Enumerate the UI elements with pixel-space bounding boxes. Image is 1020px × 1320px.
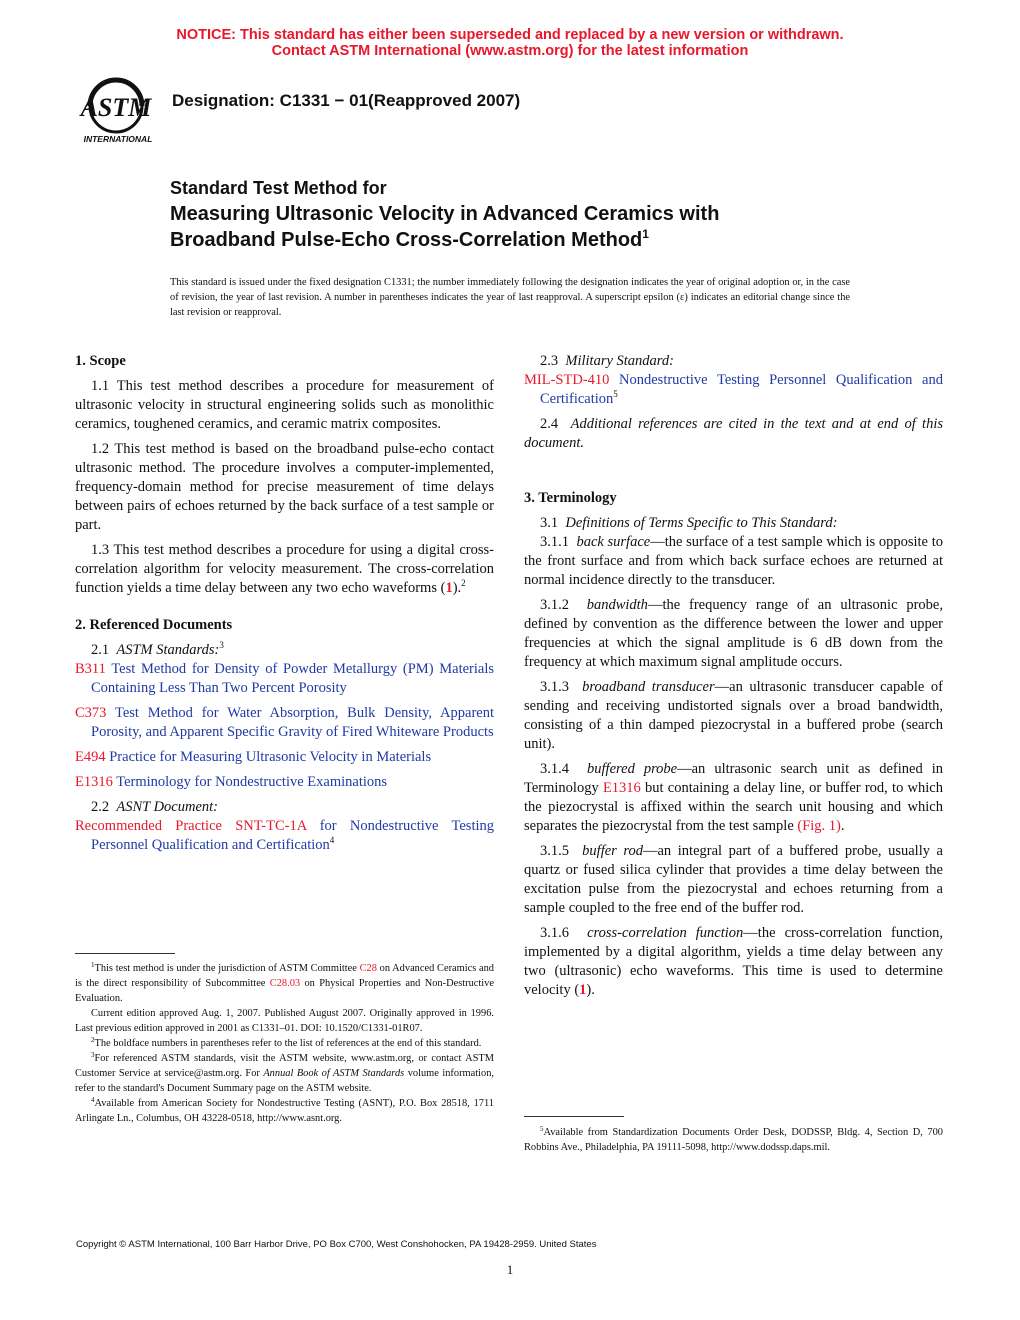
astm-reference-title-link[interactable]: Terminology for Nondestructive Examinations — [112, 774, 388, 790]
para-2-4-text: Additional references are cited in the text and at end of this document. — [524, 416, 943, 451]
astm-reference-title-link[interactable]: Test Method for Density of Powder Metallurgy (PM) Materials Containing Less Than Two Percent Porosity — [91, 661, 494, 696]
definition-item — [524, 678, 943, 754]
para-2-3 — [524, 352, 943, 371]
def-3-1-5-term: buffer rod — [582, 843, 643, 859]
title-footnote-marker: 1 — [642, 227, 649, 241]
notice-banner — [0, 27, 1020, 59]
astm-reference-code-link[interactable]: B311 — [75, 661, 106, 677]
footnote-4 — [75, 1096, 494, 1126]
para-1-1: 1.1 This test method describes a procedure for measurement of ultrasonic velocity in structural engineering solids such as monolithic ceramics, toughened ceramics, and ceramic matrix composites. — [75, 378, 494, 432]
def-3-1-4-num: 3.1.4 — [540, 761, 569, 777]
notice-line-1: NOTICE: This standard has either been superseded and replaced by a new version or withdrawn. — [176, 27, 844, 43]
para-2-1 — [75, 641, 494, 660]
footnote-1 — [75, 961, 494, 1006]
para-2-1-num: 2.1 — [91, 642, 110, 658]
def-3-1-6-num: 3.1.6 — [540, 925, 569, 941]
asnt-code-link[interactable]: Recommended Practice SNT-TC-1A — [75, 818, 307, 834]
def-3-1-4-end: . — [840, 818, 845, 834]
definition-term: broadband transducer — [582, 679, 715, 695]
c28-link[interactable]: C28 — [359, 963, 377, 974]
footnote-marker-3: 3 — [219, 640, 224, 650]
definition-3-1-5 — [524, 842, 943, 918]
def-3-1-6-text: —the cross-correlation function, implemented by a digital algorithm, yields a time delay between any two (ultrasonic) echo waveforms. This time is used to determine velocity ( — [524, 925, 943, 998]
definition-3-1-6 — [524, 924, 943, 1000]
def-3-1-6-end: ). — [586, 982, 595, 998]
section-3-heading: 3. Terminology — [524, 490, 617, 506]
para-2-2-label: ASNT Document: — [116, 799, 219, 815]
fn5-text: Available from Standardization Documents Order Desk, DODSSP, Bldg. 4, Section D, 700 Robbins Ave., Philadelphia, PA 19111-5098, http://www.dodssp.daps.mil. — [524, 1127, 943, 1153]
footnotes-right — [524, 1125, 943, 1155]
para-3-1 — [524, 514, 943, 533]
title-line-2: Measuring Ultrasonic Velocity in Advanced Ceramics with — [170, 203, 720, 225]
footnote-2 — [75, 1036, 494, 1051]
fn1-text-b: on Advanced Ceramics and is the direct responsibility of Subcommittee — [75, 963, 494, 989]
definitions-list — [524, 533, 943, 754]
astm-reference-code-link[interactable]: E1316 — [75, 774, 113, 790]
astm-reference-code-link[interactable]: C373 — [75, 705, 107, 721]
fn1-text-c: on Physical Properties and Non-Destructive Evaluation. — [75, 978, 494, 1004]
copyright-line: Copyright © ASTM International, 100 Barr Harbor Drive, PO Box C700, West Conshohocken, PA 19428-2959. United States — [76, 1239, 597, 1250]
definition-number: 3.1.1 — [540, 534, 569, 550]
fn3-marker: 3 — [91, 1051, 95, 1059]
section-1-heading: 1. Scope — [75, 353, 126, 369]
asnt-title-link[interactable]: for Nondestructive Testing Personnel Qualification and Certification — [91, 818, 494, 853]
para-2-2-num: 2.2 — [91, 799, 110, 815]
def-3-1-5-num: 3.1.5 — [540, 843, 569, 859]
definition-text: —an ultrasonic transducer capable of sending and receiving undistorted signals over a broad bandwidth, consisting of a thin damped piezocrystal in a buffered probe (search unit). — [524, 679, 944, 752]
fn1-text-a: This test method is under the jurisdiction of ASTM Committee — [94, 963, 360, 974]
para-1-3-text: 1.3 This test method describes a procedure for using a digital cross-correlation algorithm for velocity measurement. The cross-correlation function yields a time delay between any two echo waveforms ( — [75, 542, 494, 596]
logo-letters: ASTM — [80, 93, 152, 122]
para-1-2: 1.2 This test method is based on the broadband pulse-echo contact ultrasonic method. The procedure involves a computer-implemented, frequency-domain method for precise measurement of time delays between pairs of echoes returned by the back surface of a test sample or part. — [75, 441, 494, 533]
def-3-1-6-term: cross-correlation function — [587, 925, 744, 941]
e1316-link[interactable]: E1316 — [602, 780, 641, 796]
para-3-1-num: 3.1 — [540, 515, 559, 531]
definition-text: —the surface of a test sample which is opposite to the front surface and from which back surface echoes are returned at normal incidence directly to the transducer. — [524, 534, 943, 588]
para-2-4 — [524, 415, 943, 453]
para-2-4-num: 2.4 — [540, 416, 559, 432]
footnotes-left — [75, 961, 494, 1126]
definition-item — [524, 533, 943, 590]
fn2-text: The boldface numbers in parentheses refer to the list of references at the end of this standard. — [94, 1038, 482, 1049]
astm-reference-item — [75, 704, 494, 742]
para-2-1-label: ASTM Standards: — [116, 642, 220, 658]
footnote-5 — [524, 1125, 943, 1155]
footnote-marker-5: 5 — [613, 389, 618, 399]
footnote-rule-right — [524, 1116, 624, 1117]
title-line-1: Standard Test Method for — [170, 178, 387, 198]
mil-std-title-link[interactable]: Nondestructive Testing Personnel Qualification and Certification — [540, 372, 943, 407]
reference-link-1[interactable]: 1 — [445, 580, 453, 596]
asnt-reference — [75, 817, 494, 855]
definition-text: —the frequency range of an ultrasonic probe, defined by convention as the difference between the lower and upper frequencies at which the signal amplitude is 6 dB down from the frequency at which maximum signal amplitude occurs. — [524, 597, 943, 670]
para-3-1-label: Definitions of Terms Specific to This Standard: — [565, 515, 838, 531]
para-2-3-num: 2.3 — [540, 353, 559, 369]
designation: Designation: C1331 − 01(Reapproved 2007) — [172, 91, 521, 110]
reference-link-1b[interactable]: 1 — [579, 982, 587, 998]
page-number: 1 — [506, 1262, 514, 1277]
astm-reference-title-link[interactable]: Test Method for Water Absorption, Bulk Density, Apparent Porosity, and Apparent Specific Gravity of Fired Whiteware Products — [91, 705, 494, 740]
fn3-text-a: For referenced ASTM standards, visit the ASTM website, www.astm.org, or contact ASTM Customer Service at service@astm.org. For — [75, 1053, 494, 1079]
para-1-3 — [75, 541, 494, 598]
fn2-marker: 2 — [91, 1036, 95, 1044]
para-2-2 — [75, 798, 494, 817]
def-3-1-5-text: —an integral part of a buffered probe, usually a quartz or fused silica cylinder that provides a time delay between the excitation pulse from the piezocrystal and echoes returning from a sample coupled to the free end of the buffer rod. — [524, 843, 943, 916]
right-column — [524, 352, 943, 1006]
title-line-3-text: Broadband Pulse-Echo Cross-Correlation Method — [170, 229, 643, 251]
fn4-marker: 4 — [91, 1096, 95, 1104]
definition-3-1-4 — [524, 760, 943, 836]
footnote-marker-2: 2 — [461, 578, 466, 588]
c28-03-link[interactable]: C28.03 — [269, 978, 301, 989]
mil-std-code-link[interactable]: MIL-STD-410 — [524, 372, 610, 388]
issued-note: This standard is issued under the fixed designation C1331; the number immediately following the designation indicates the year of original adoption or, in the case of revision, the year of last revision. A number in parentheses indicates the year of last reapproval. A superscript epsilon (ε) indicates an editorial change since the last revision or reapproval. — [170, 277, 850, 318]
def-3-1-4-text-2: but containing a delay line, or buffer rod, to which the piezocrystal is affixed within the search unit housing and which separates the piezocrystal from the test sample — [524, 780, 943, 834]
fn5-marker: 5 — [540, 1125, 544, 1133]
document-title — [170, 175, 719, 253]
definition-term: bandwidth — [586, 597, 648, 613]
mil-std-reference — [524, 371, 943, 409]
astm-reference-item — [75, 660, 494, 698]
definition-number: 3.1.2 — [540, 597, 569, 613]
def-3-1-4-text: —an ultrasonic search unit as defined in Terminology — [524, 761, 943, 796]
fn1-marker: 1 — [91, 961, 95, 969]
footnote-marker-4: 4 — [329, 835, 335, 845]
title-line-3 — [170, 227, 719, 253]
astm-reference-item — [75, 773, 494, 792]
astm-reference-item — [75, 748, 494, 767]
logo-subtitle: INTERNATIONAL — [83, 134, 153, 144]
fn3-italic: Annual Book of ASTM Standards — [263, 1068, 405, 1079]
fn4-text: Available from American Society for Nondestructive Testing (ASNT), P.O. Box 28518, 1711 Arlingate Ln., Columbus, OH 43228-0518, http://www.asnt.org. — [75, 1098, 494, 1124]
left-column — [75, 352, 494, 861]
footnote-1-edition: Current edition approved Aug. 1, 2007. Published August 2007. Originally approved in 1996. Last previous edition approved in 2001 as C1331–01. DOI: 10.1520/C1331-01R07. — [75, 1008, 494, 1034]
astm-reference-title-link[interactable]: Practice for Measuring Ultrasonic Velocity in Materials — [105, 749, 432, 765]
definition-item — [524, 596, 943, 672]
astm-reference-code-link[interactable]: E494 — [75, 749, 106, 765]
fn3-text-b: volume information, refer to the standard's Document Summary page on the ASTM website. — [75, 1068, 494, 1094]
def-3-1-4-term: buffered probe — [587, 761, 678, 777]
para-1-3-close: ). — [452, 580, 462, 596]
notice-line-2: Contact ASTM International (www.astm.org) for the latest information — [271, 43, 749, 59]
footnote-3 — [75, 1051, 494, 1096]
section-2-heading: 2. Referenced Documents — [75, 617, 233, 633]
astm-standards-list — [75, 660, 494, 792]
figure-1-link[interactable]: (Fig. 1) — [797, 818, 841, 834]
astm-logo — [76, 76, 162, 146]
footnote-rule-left — [75, 953, 175, 954]
definition-number: 3.1.3 — [540, 679, 569, 695]
definition-term: back surface — [576, 534, 651, 550]
para-2-3-label: Military Standard: — [565, 353, 674, 369]
